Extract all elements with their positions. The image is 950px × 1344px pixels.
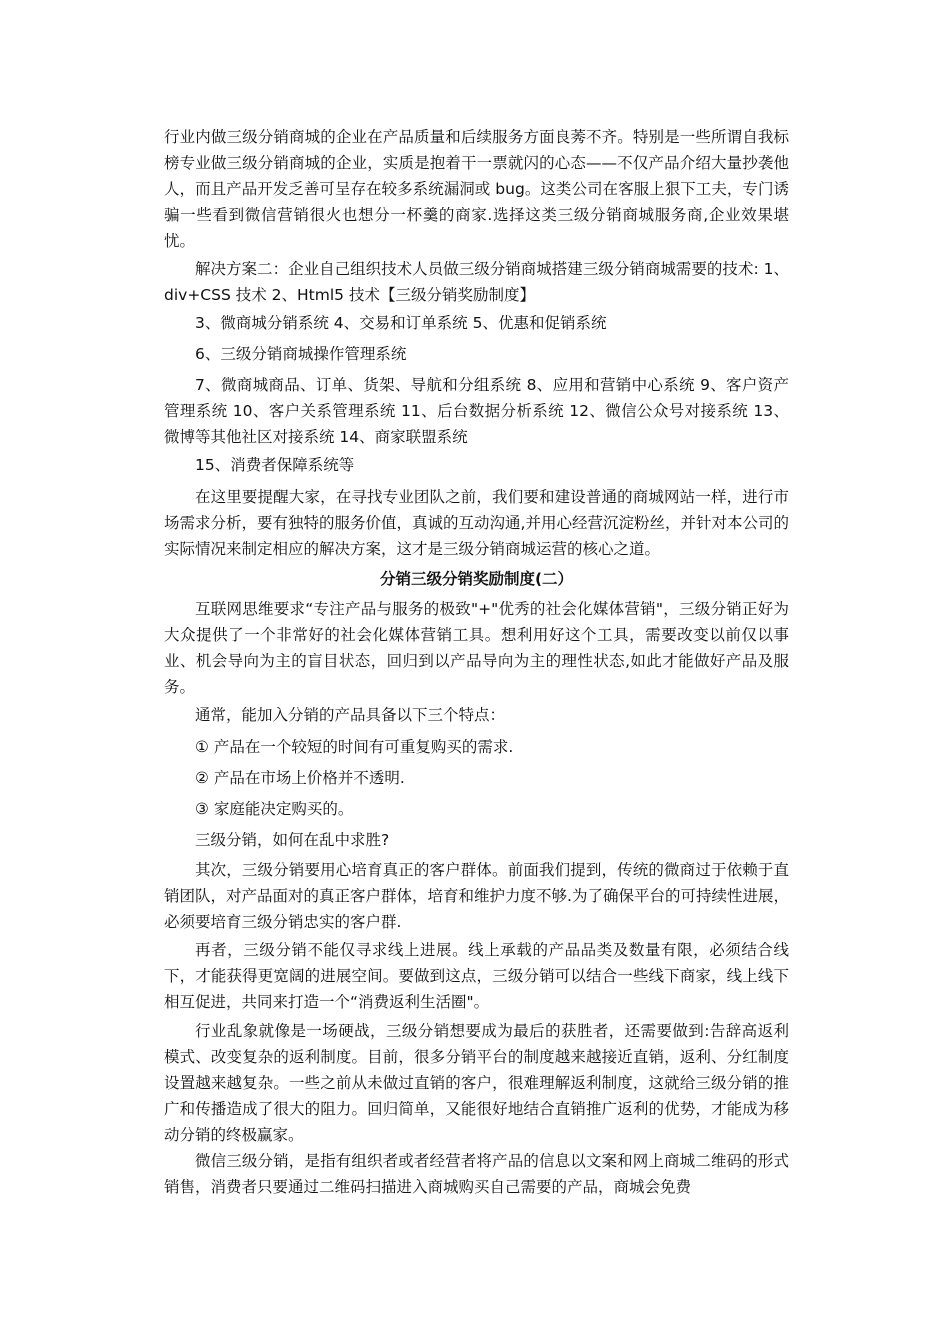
list-item: ③ 家庭能决定购买的。 <box>195 800 354 818</box>
paragraph: 通常，能加入分销的产品具备以下三个特点： <box>195 706 506 724</box>
paragraph: 再者，三级分销不能仅寻求线上进展。线上承载的产品品类及数量有限，必须结合线下，才能获得更宽阔的进展空间。要做到这点，三级分销可以结合一些线下商家，线上线下相互促进，共同来打造一个“消费返利生活圈"。 <box>164 941 789 1011</box>
paragraph: 三级分销，如何在乱中求胜? <box>195 831 390 849</box>
paragraph: 7、微商城商品、订单、货架、导航和分组系统 8、应用和营销中心系统 9、客户资产管理系统 10、客户关系管理系统 11、后台数据分析系统 12、微信公众号对接系统 13、微博等其他社区对接系统 14、商家联盟系统 <box>164 376 789 446</box>
list-item: ② 产品在市场上价格并不透明. <box>195 769 405 787</box>
list-item: ① 产品在一个较短的时间有可重复购买的需求. <box>195 738 514 756</box>
paragraph: 微信三级分销，是指有组织者或者经营者将产品的信息以文案和网上商城二维码的形式销售，消费者只要通过二维码扫描进入商城购买自己需要的产品，商城会免费 <box>164 1152 789 1196</box>
paragraph: 在这里要提醒大家，在寻找专业团队之前，我们要和建设普通的商城网站一样，进行市场需求分析，要有独特的服务价值，真诚的互动沟通,并用心经营沉淀粉丝，并针对本公司的实际情况来制定相应的解决方案，这才是三级分销商城运营的核心之道。 <box>164 488 789 558</box>
paragraph: 行业内做三级分销商城的企业在产品质量和后续服务方面良莠不齐。特别是一些所谓自我标榜专业做三级分销商城的企业，实质是抱着干一票就闪的心态——不仅产品介绍大量抄袭他人，而且产品开发乏善可呈存在较多系统漏洞或 bug。这类公司在客服上狠下工夫，专门诱骗一些看到微信营销很火也想分一杯羹的商家.选择这类三级分销商城服务商,企业效果堪忧。 <box>164 128 789 250</box>
paragraph: 6、三级分销商城操作管理系统 <box>195 345 407 363</box>
paragraph: 15、消费者保障系统等 <box>195 456 355 474</box>
section-title: 分销三级分销奖励制度(二） <box>379 570 574 588</box>
paragraph: 其次，三级分销要用心培育真正的客户群体。前面我们提到，传统的微商过于依赖于直销团队，对产品面对的真正客户群体，培育和维护力度不够.为了确保平台的可持续性进展，必须要培育三级分销忠实的客户群. <box>164 861 789 931</box>
paragraph: 互联网思维要求“专注产品与服务的极致"+"优秀的社会化媒体营销"，三级分销正好为大众提供了一个非常好的社会化媒体营销工具。想利用好这个工具，需要改变以前仅以事业、机会导向为主的盲目状态，回归到以产品导向为主的理性状态,如此才能做好产品及服务。 <box>164 600 789 696</box>
paragraph: 行业乱象就像是一场硬战，三级分销想要成为最后的获胜者，还需要做到:告辞高返利模式、改变复杂的返利制度。目前，很多分销平台的制度越来越接近直销，返利、分红制度设置越来越复杂。一些之前从未做过直销的客户，很难理解返利制度，这就给三级分销的推广和传播造成了很大的阻力。回归简单，又能很好地结合直销推广返利的优势，才能成为移动分销的终极赢家。 <box>164 1022 789 1144</box>
paragraph: 3、微商城分销系统 4、交易和订单系统 5、优惠和促销系统 <box>195 314 607 332</box>
paragraph: 解决方案二：企业自己组织技术人员做三级分销商城搭建三级分销商城需要的技术: 1、div+CSS 技术 2、Html5 技术【三级分销奖励制度】 <box>164 260 789 304</box>
